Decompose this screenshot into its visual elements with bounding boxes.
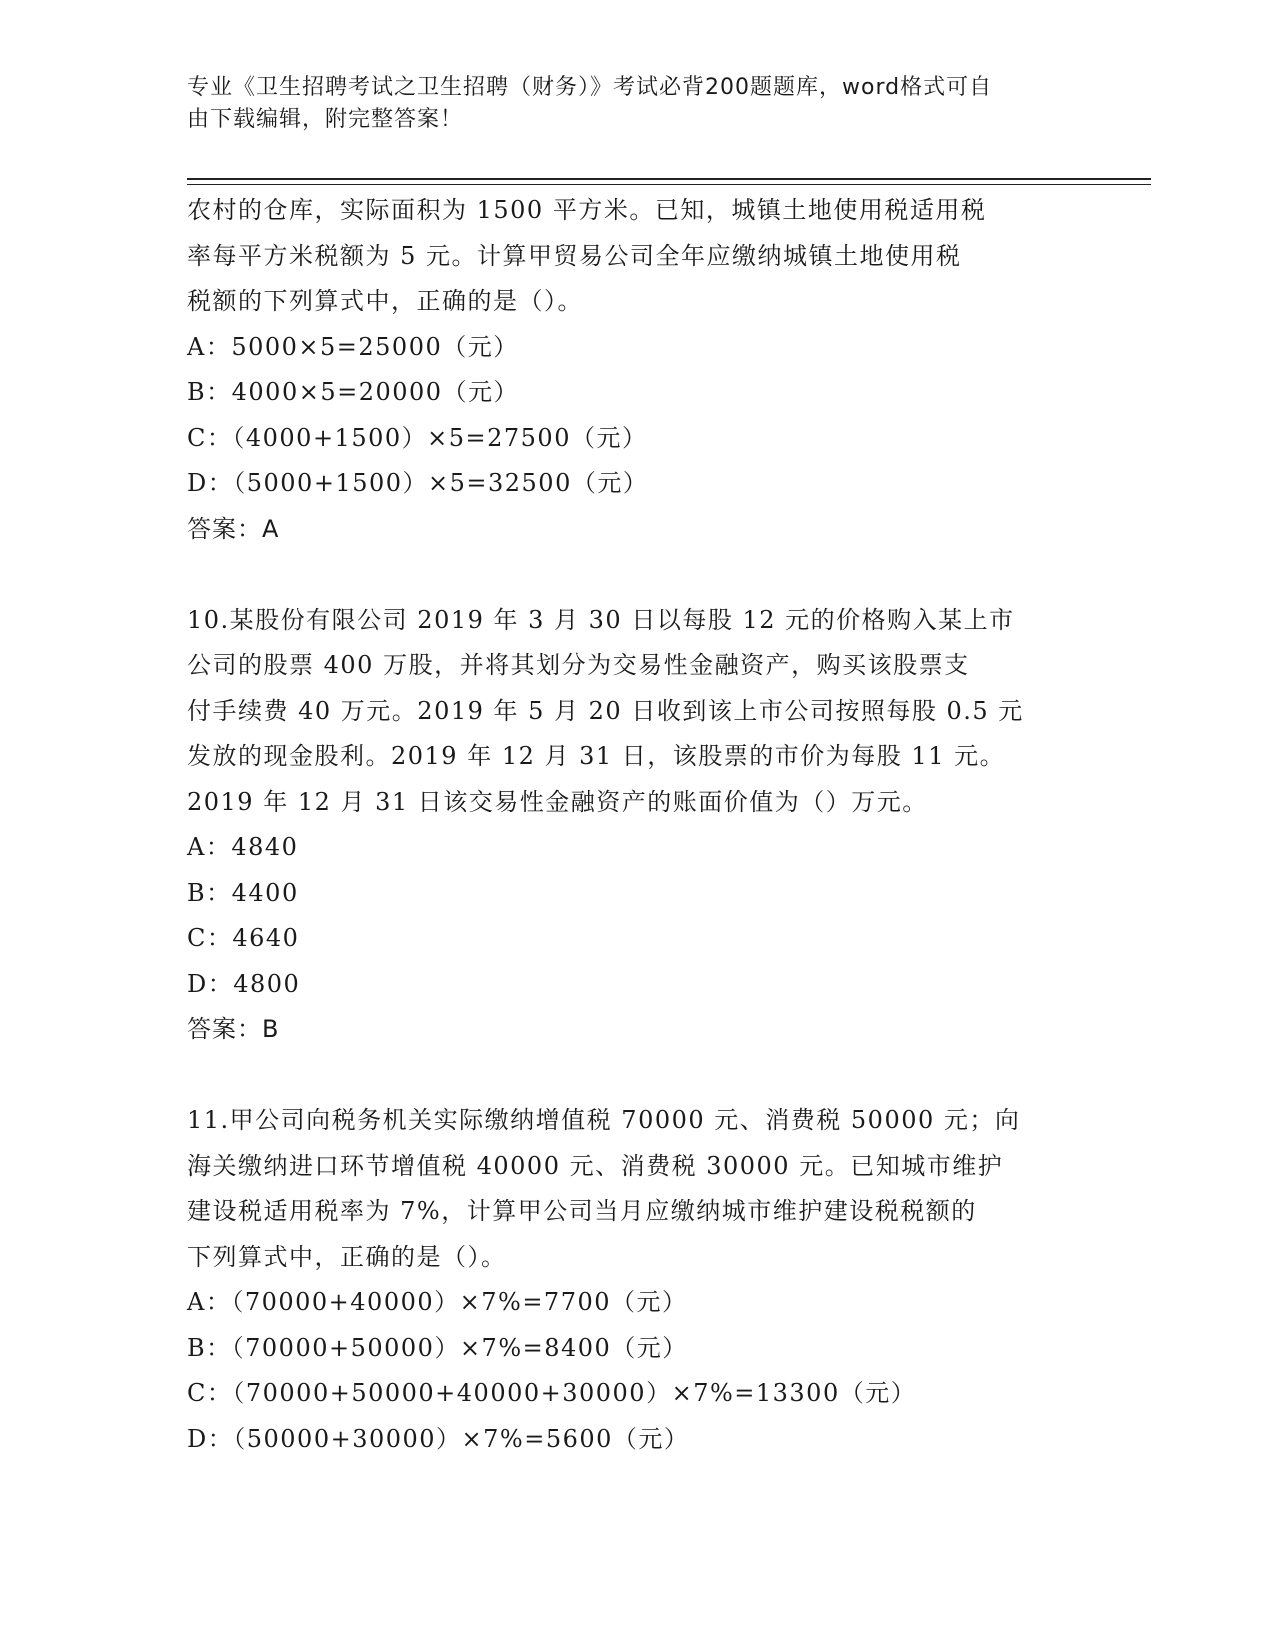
header-divider-thick bbox=[187, 178, 1151, 180]
option-a: A：5000×5=25000（元） bbox=[187, 332, 519, 361]
header-title-line-1: 专业《卫生招聘考试之卫生招聘（财务）》考试必背200题题库，word格式可自 bbox=[187, 75, 993, 100]
option-b: B：（70000+50000）×7%=8400（元） bbox=[187, 1333, 688, 1362]
option-d: D：（5000+1500）×5=32500（元） bbox=[187, 469, 649, 497]
option-a: A：（70000+40000）×7%=7700（元） bbox=[187, 1288, 688, 1316]
document-body bbox=[187, 188, 1067, 1462]
option-b: B：4400 bbox=[187, 878, 299, 907]
question-stem-line: 公司的股票 400 万股，并将其划分为交易性金融资产，购买该股票支 bbox=[187, 651, 970, 679]
question-11 bbox=[187, 1098, 1067, 1462]
question-stem-line: 2019 年 12 月 31 日该交易性金融资产的账面价值为（）万元。 bbox=[187, 787, 928, 816]
question-stem-line: 建设税适用税率为 7%，计算甲公司当月应缴纳城市维护建设税税额的 bbox=[187, 1197, 977, 1225]
question-spacer bbox=[187, 1053, 1067, 1099]
answer-line: 答案：A bbox=[187, 514, 280, 543]
header-title-line-2: 由下载编辑，附完整答案！ bbox=[187, 107, 464, 132]
option-b: B：4000×5=20000（元） bbox=[187, 378, 520, 406]
question-spacer bbox=[187, 552, 1067, 598]
option-a: A：4840 bbox=[187, 833, 299, 861]
question-stem-line: 率每平方米税额为 5 元。计算甲贸易公司全年应缴纳城镇土地使用税 bbox=[187, 241, 962, 270]
option-c: C：4640 bbox=[187, 924, 300, 952]
question-stem-line: 10.某股份有限公司 2019 年 3 月 30 日以每股 12 元的价格购入某上市 bbox=[187, 605, 1015, 634]
document-header bbox=[187, 72, 1067, 136]
question-stem-line: 农村的仓库，实际面积为 1500 平方米。已知，城镇土地使用税适用税 bbox=[187, 196, 987, 224]
header-divider-thin bbox=[187, 184, 1151, 185]
option-d: D：4800 bbox=[187, 969, 301, 998]
question-9 bbox=[187, 188, 1067, 552]
option-c: C：（70000+50000+40000+30000）×7%=13300（元） bbox=[187, 1379, 917, 1407]
question-10 bbox=[187, 598, 1067, 1053]
question-stem-line: 发放的现金股利。2019 年 12 月 31 日，该股票的市价为每股 11 元。 bbox=[187, 742, 1006, 770]
question-stem-line: 税额的下列算式中，正确的是（）。 bbox=[187, 287, 583, 315]
option-d: D：（50000+30000）×7%=5600（元） bbox=[187, 1424, 690, 1453]
question-stem-line: 11.甲公司向税务机关实际缴纳增值税 70000 元、消费税 50000 元；向 bbox=[187, 1106, 1021, 1134]
question-stem-line: 海关缴纳进口环节增值税 40000 元、消费税 30000 元。已知城市维护 bbox=[187, 1151, 1004, 1180]
option-c: C：（4000+1500）×5=27500（元） bbox=[187, 423, 648, 452]
question-stem-line: 付手续费 40 万元。2019 年 5 月 20 日收到该上市公司按照每股 0.5 元 bbox=[187, 696, 1024, 725]
answer-line: 答案：B bbox=[187, 1015, 280, 1043]
question-stem-line: 下列算式中，正确的是（）。 bbox=[187, 1242, 507, 1271]
